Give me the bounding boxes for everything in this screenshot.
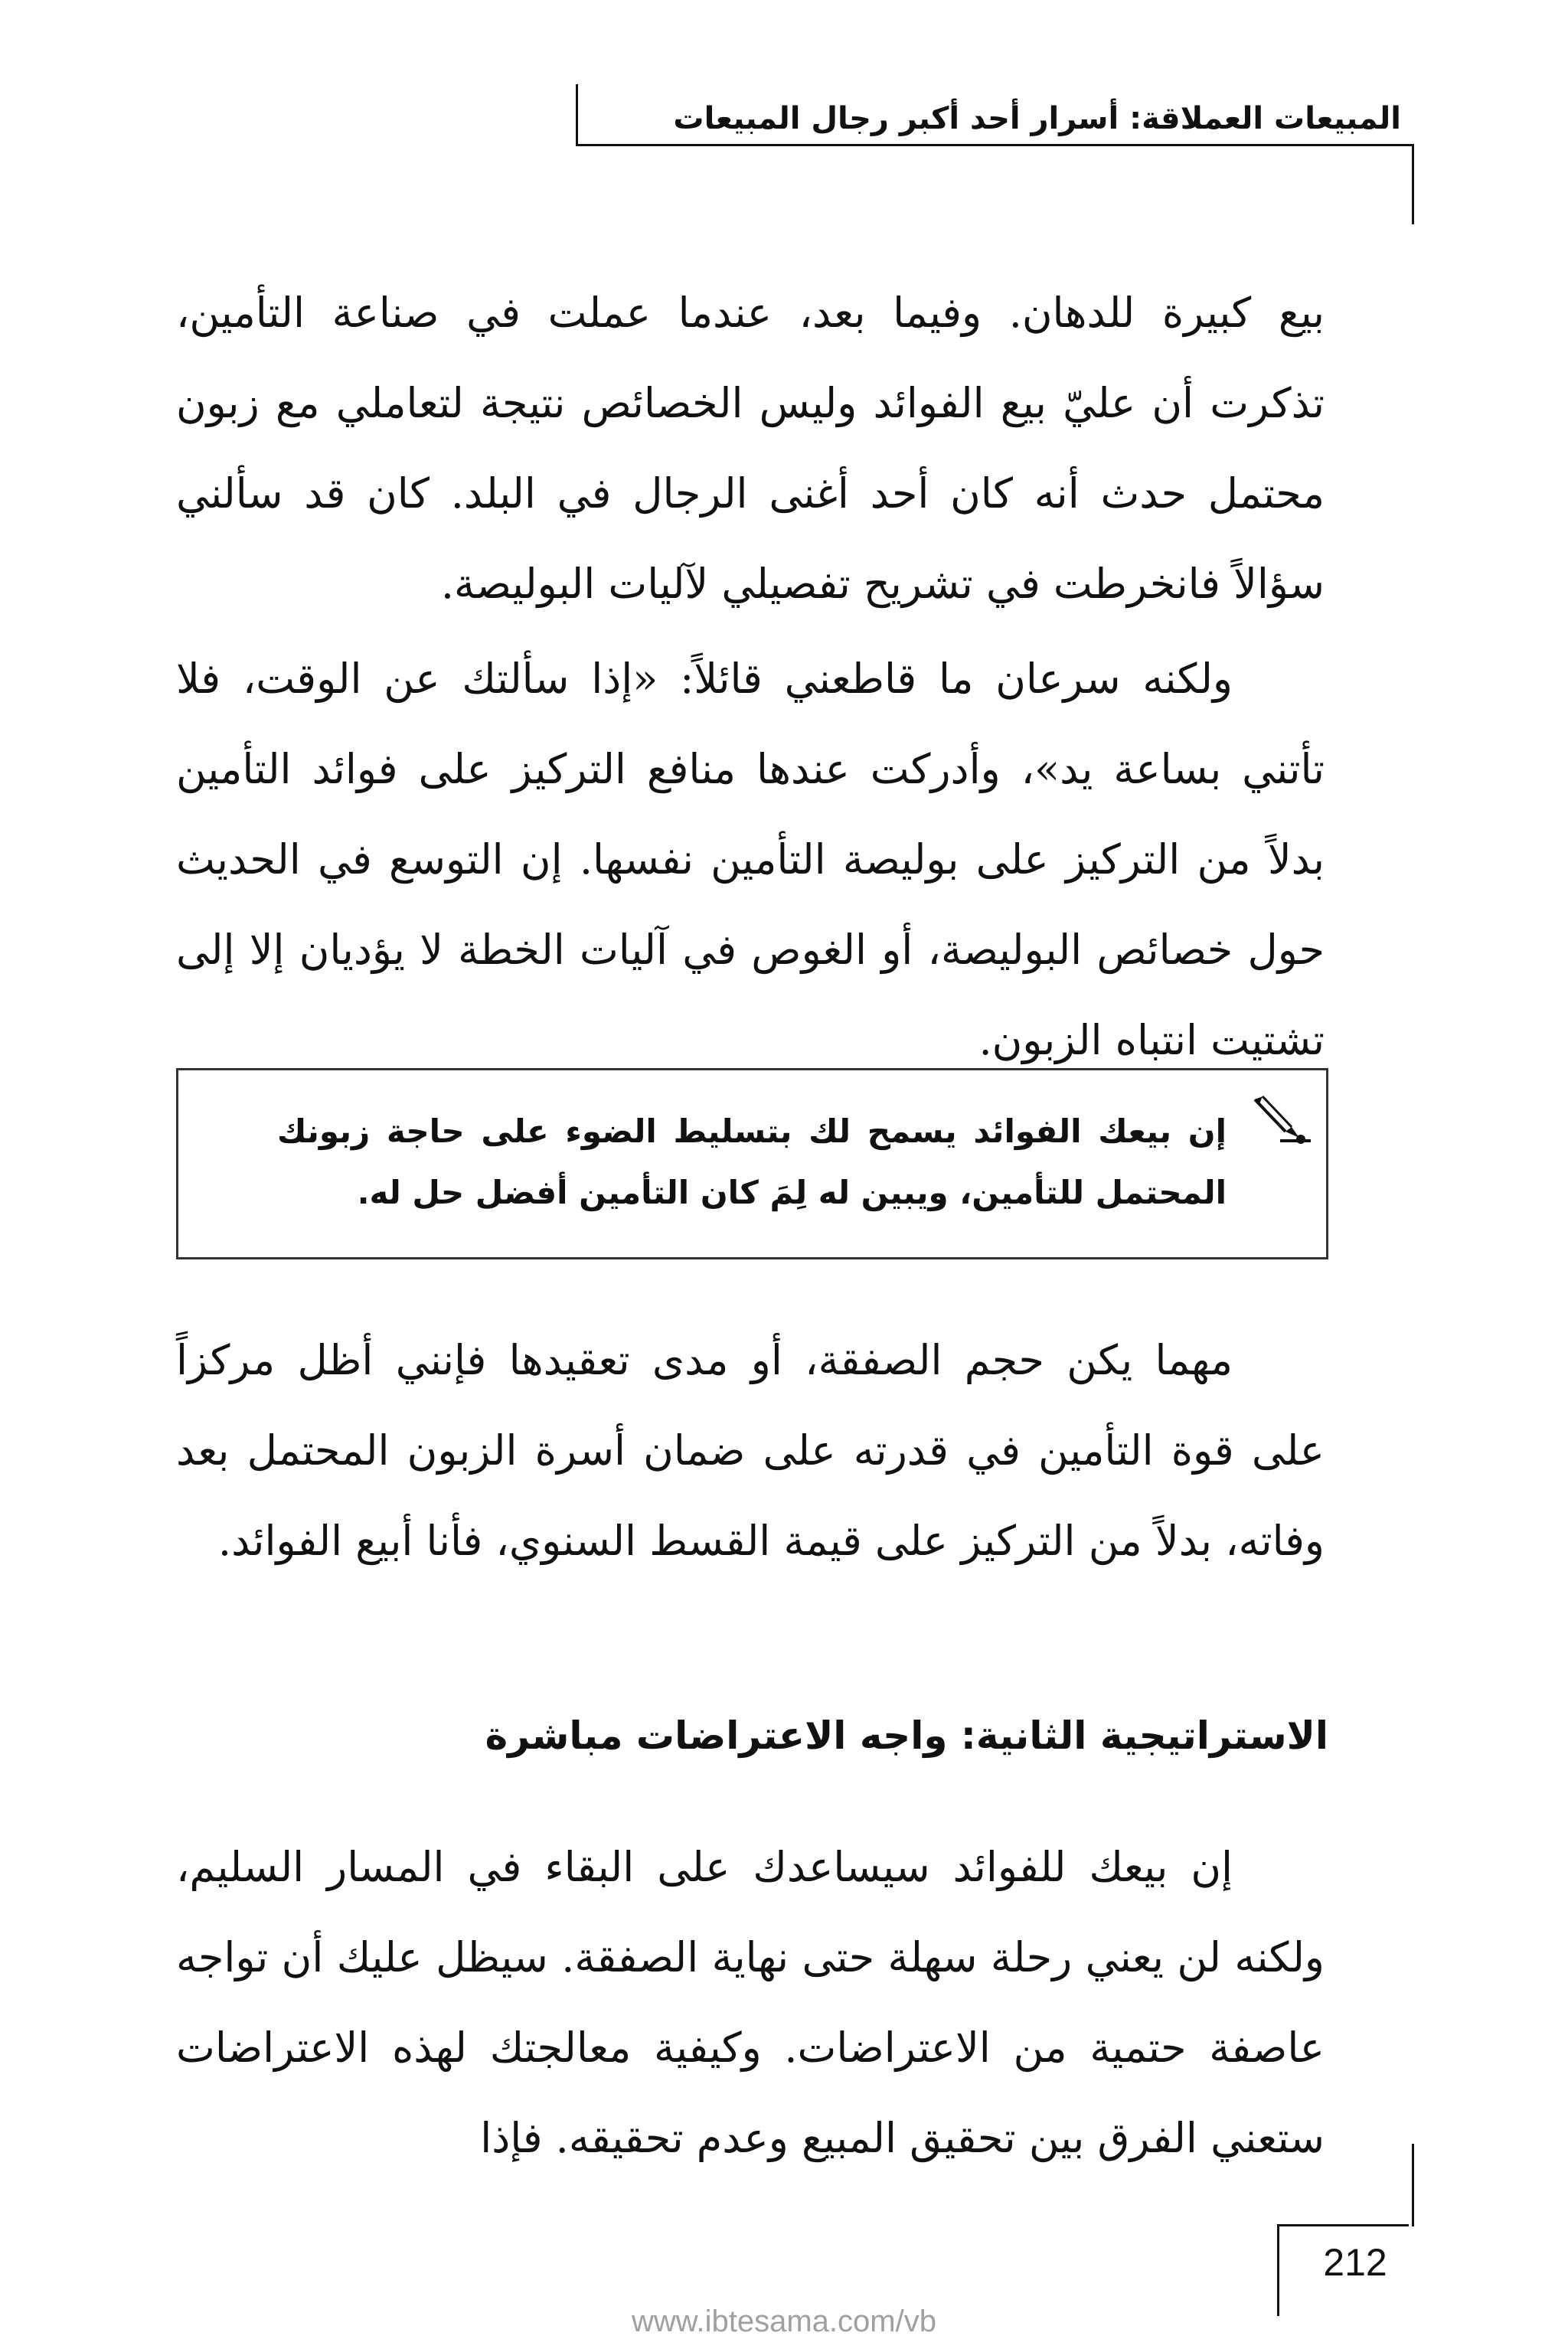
paragraph-3-text: مهما يكن حجم الصفقة، أو مدى تعقيدها فإنني أظل مركزاً على قوة التأمين في قدرته على ضمان أسرة الزبون المحتمل بعد وفاته، بدلاً من التركيز على قيمة القسط السنوي، فأنا أبيع الفوائد.	[176, 1336, 1325, 1565]
tip-text: إن بيعك الفوائد يسمح لك بتسليط الضوء على حاجة زبونك المحتمل للتأمين، ويبين له لِمَ كان التأمين أفضل حل له.	[277, 1112, 1227, 1211]
paragraph-1	[176, 268, 1325, 629]
watermark-link[interactable]: www.ibtesama.com/vb	[632, 2305, 936, 2338]
tip-box	[176, 1068, 1328, 1259]
pen-icon	[1238, 1093, 1315, 1155]
header-rule-right	[1412, 144, 1414, 224]
section-heading: الاستراتيجية الثانية: واجه الاعتراضات مباشرة	[485, 1713, 1328, 1758]
running-header: المبيعات العملاقة: أسرار أحد أكبر رجال المبيعات	[673, 101, 1401, 136]
paragraph-4	[176, 1822, 1325, 2184]
header-rule-bottom	[576, 144, 1414, 146]
page-number-rule-left	[1277, 2224, 1279, 2316]
paragraph-2	[176, 634, 1325, 1086]
paragraph-3	[176, 1315, 1325, 1586]
page-number-rule-right	[1412, 2144, 1414, 2226]
page-number-rule-top	[1277, 2224, 1409, 2226]
paragraph-4-text: إن بيعك للفوائد سيساعدك على البقاء في المسار السليم، ولكنه لن يعني رحلة سهلة حتى نهاية الصفقة. سيظل عليك أن تواجه عاصفة حتمية من الاعتراضات. وكيفية معالجتك لهذه الاعتراضات ستعني الفرق بين تحقيق المبيع وعدم تحقيقه. فإذا	[176, 1843, 1325, 2162]
paragraph-2-text: ولكنه سرعان ما قاطعني قائلاً: «إذا سألتك عن الوقت، فلا تأتني بساعة يد»، وأدركت عندها منافع التركيز على فوائد التأمين بدلاً من التركيز على بوليصة التأمين نفسها. إن التوسع في الحديث حول خصائص البوليصة، أو الغوص في آليات الخطة لا يؤديان إلا إلى تشتيت انتباه الزبون.	[176, 655, 1325, 1064]
header-rule-left	[576, 84, 578, 145]
page-number: 212	[1323, 2241, 1387, 2284]
paragraph-1-text: بيع كبيرة للدهان. وفيما بعد، عندما عملت في صناعة التأمين، تذكرت أن عليّ بيع الفوائد وليس الخصائص نتيجة لتعاملي مع زبون محتمل حدث أنه كان أحد أغنى الرجال في البلد. كان قد سألني سؤالاً فانخرطت في تشريح تفصيلي لآليات البوليصة.	[176, 289, 1325, 608]
